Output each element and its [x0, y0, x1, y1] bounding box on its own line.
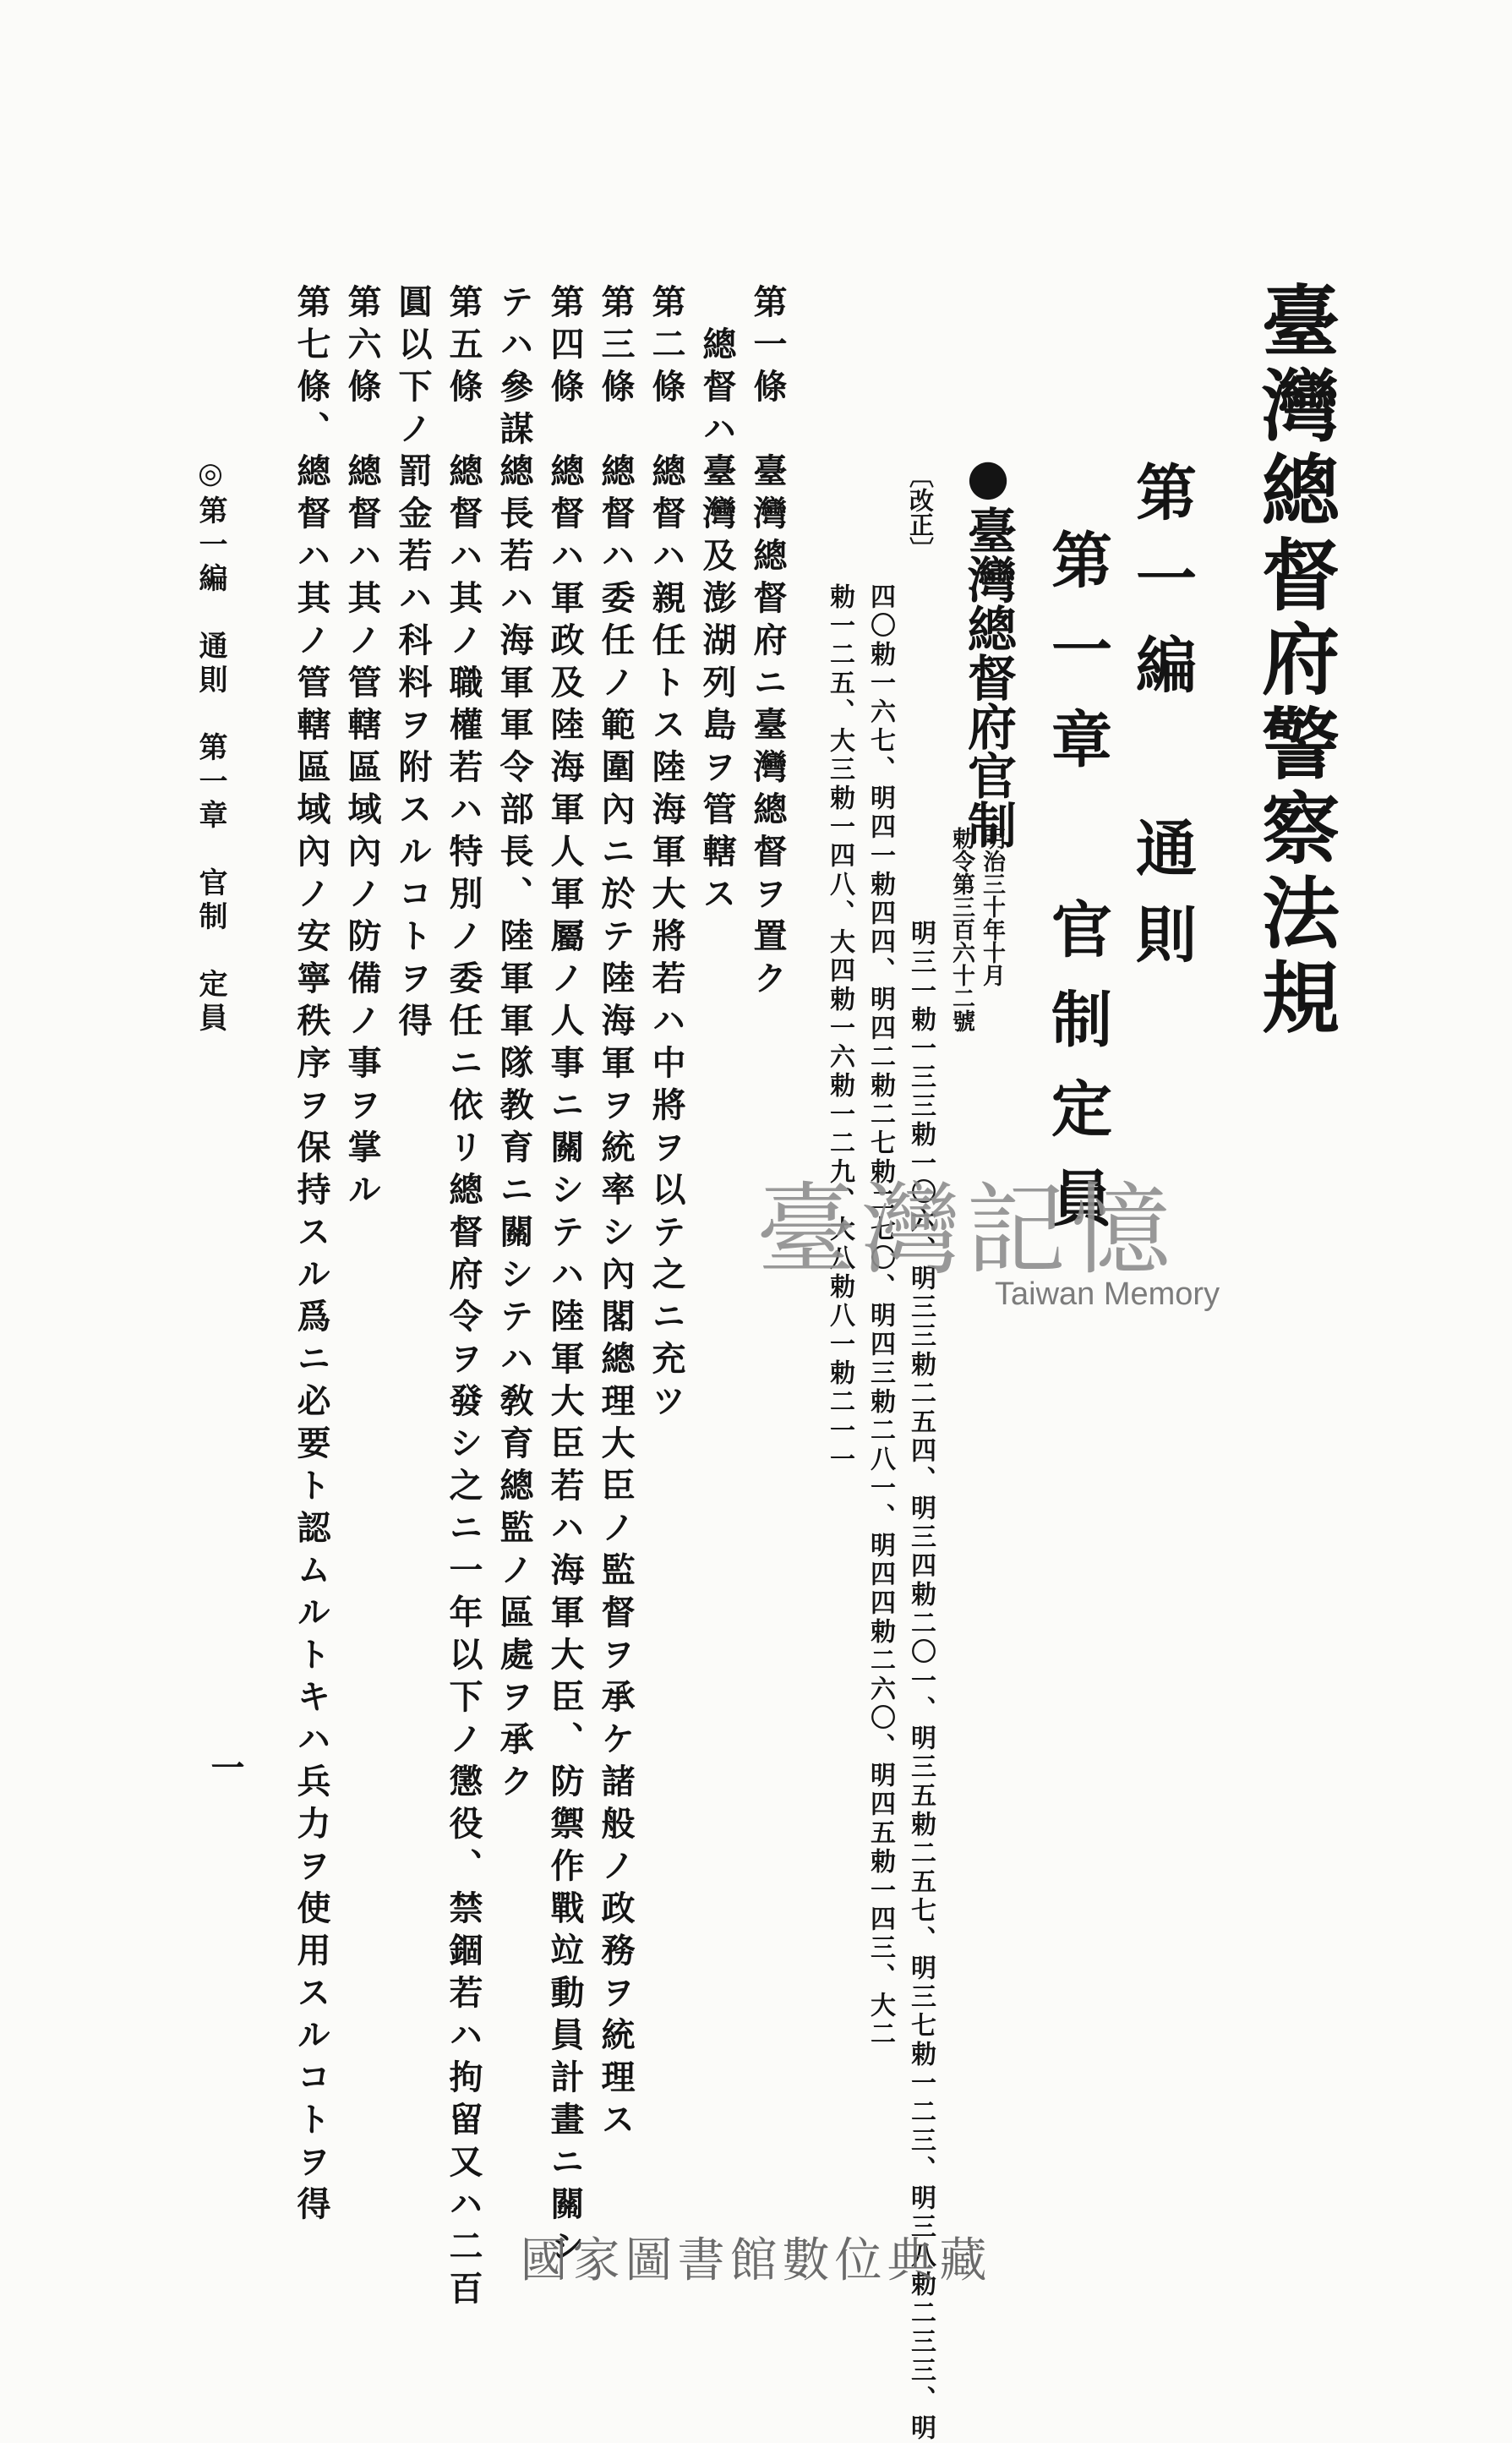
law-name: 臺灣總督府官制: [959, 506, 1017, 849]
taiwan-memory-watermark: [756, 1150, 1247, 1336]
promulgation-date: 明治三十年十月: [979, 827, 1005, 986]
article-3: 第三條 總督ハ委任ノ範圍內ニ於テ陸海軍ヲ統率シ內閣總理大臣ノ監督ヲ承ケ諸般ノ政務ヲ統理ス: [596, 284, 636, 2144]
amendment-tag: 〔改正〕: [906, 463, 935, 561]
article-7: 第七條、總督ハ其ノ管轄區域內ノ安寧秩序ヲ保持スル爲ニ必要ト認ムルトキハ兵力ヲ使用スルコトヲ得: [292, 284, 331, 2228]
article-5: 第五條 總督ハ其ノ職權若ハ特別ノ委任ニ依リ總督府令ヲ發シ之ニ一年以下ノ懲役、禁錮若ハ拘留又ハ二百: [444, 284, 483, 2313]
watermark-chinese-text: 臺灣記憶: [756, 1172, 1176, 1288]
article-2: 第二條 總督ハ親任トス陸海軍大將若ハ中將ヲ以テ之ニ充ツ: [647, 284, 686, 1425]
law-title: [959, 448, 1017, 849]
promulgation-ordinance: 勅令第三百六十二號: [948, 827, 974, 1032]
running-head: ◎第一編 通則 第一章 官制 定員: [194, 456, 227, 1036]
watermark-english-text: Taiwan Memory: [995, 1276, 1220, 1312]
amendment-list-line: 四〇勅一六七、明四一勅四四、明四二勅二七勅二七〇、明四三勅二八一、明四四勅二六〇、明四五勅一四三、大二: [865, 583, 895, 2049]
amendment-list-line: 勅一二五、大三勅一四八、大四勅一六勅一二九、大八勅八一勅二一一: [825, 583, 854, 1474]
page-number: 一: [205, 1750, 245, 1784]
part-heading: 第一編 通則: [1126, 461, 1198, 989]
article-6: 第六條 總督ハ其ノ管轄區域內ノ防備ノ事ヲ掌ル: [342, 284, 382, 1214]
promulgation-note: [947, 827, 1011, 1030]
article-5-continued: 圓以下ノ罰金若ハ科料ヲ附スルコトヲ得: [393, 284, 433, 1045]
article-1: 第一條 臺灣總督府ニ臺灣總督ヲ置ク: [748, 284, 788, 1003]
article-1-paragraph-2: 總督ハ臺灣及澎湖列島ヲ管轄ス: [697, 284, 737, 918]
library-footer: 國家圖書館數位典藏: [520, 2233, 992, 2288]
bullet-icon: ●: [959, 448, 1017, 506]
article-4-continued: テハ參謀總長若ハ海軍軍令部長、陸軍軍隊教育ニ關シテハ敎育總監ノ區處ヲ承ク: [494, 284, 534, 1806]
book-title: 臺灣總督府警察法規: [1249, 281, 1340, 1041]
amendment-list-line: 明三一勅一三三勅一〇六、明三三勅二五四、明三四勅二〇一、明三五勅二五七、明三七勅一二三、明三八勅二三三、明: [906, 920, 936, 2443]
article-4: 第四條 總督ハ軍政及陸海軍人軍屬ノ人事ニ關シテハ陸軍大臣若ハ海軍大臣、防禦作戰竝動員計畫ニ關シ: [545, 284, 585, 2271]
chapter-heading: 第一章 官制定員: [1041, 528, 1113, 1256]
